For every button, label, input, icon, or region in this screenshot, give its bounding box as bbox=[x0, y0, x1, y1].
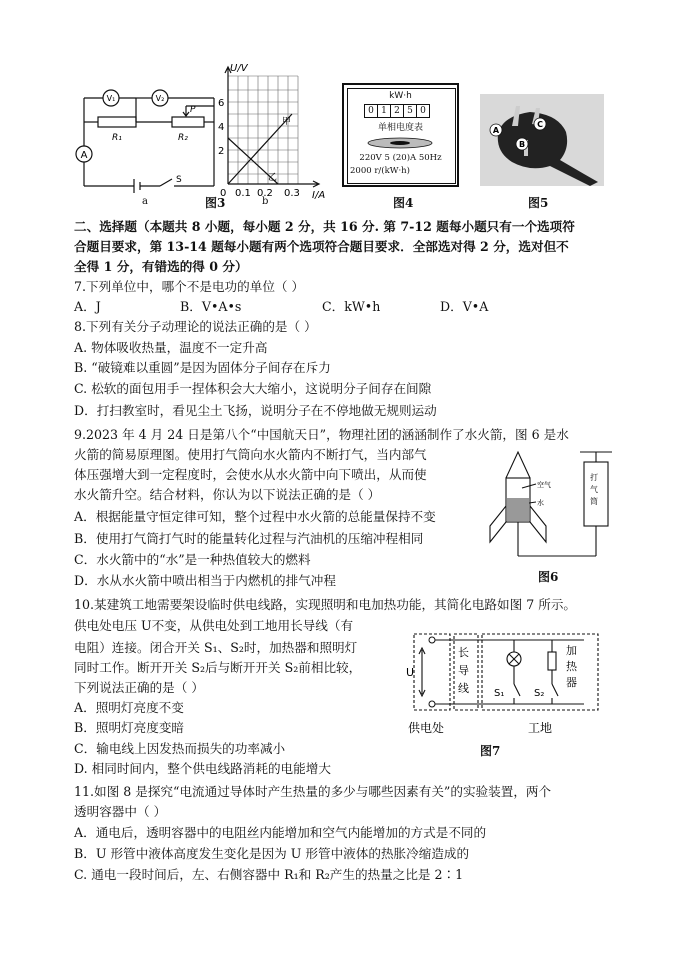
voltage-label: U bbox=[406, 666, 415, 679]
q8-option-a: A. 物体吸收热量，温度不一定升高 bbox=[74, 340, 268, 355]
q9-option-a: A．根据能量守恒定律可知，整个过程中水火箭的总能量保持不变 bbox=[74, 509, 436, 524]
q10-line-1: 10.某建筑工地需要架设临时供电线路，实现照明和电加热功能，其简化电路如图 7 所示。 bbox=[74, 597, 577, 612]
heater-label-1: 加 bbox=[566, 644, 577, 657]
q11-option-b: B．U 形管中液体高度发生变化是因为 U 形管中液体的热胀冷缩造成的 bbox=[74, 846, 470, 861]
supply-label: 供电处 bbox=[408, 721, 445, 735]
q7-option-a: A．J bbox=[74, 299, 101, 314]
figure-3b-sublabel: b bbox=[262, 196, 269, 207]
line-jia-label: 甲 bbox=[282, 117, 292, 127]
meter-rev: 2000 r/(kW·h) bbox=[350, 166, 410, 176]
switch-label: S bbox=[176, 175, 182, 185]
y-axis-label: U/V bbox=[230, 63, 248, 74]
q10-line-3: 电阻）连接。闭合开关 S₁、S₂时，加热器和照明灯 bbox=[74, 640, 358, 655]
figure-4-meter bbox=[342, 83, 459, 187]
meter-spec: 220V 5 (20)A 50Hz bbox=[359, 153, 442, 163]
figure-6-caption: 图6 bbox=[538, 570, 559, 584]
q10-line-2: 供电处电压 U不变，从供电处到工地用长导线（有 bbox=[74, 618, 354, 633]
q11-option-a: A．通电后，透明容器中的电阻丝内能增加和空气内能增加的方式是不同的 bbox=[74, 825, 487, 840]
figure-5-plug-photo bbox=[480, 94, 604, 186]
q9-line-1: 9.2023 年 4 月 24 日是第八个“中国航天日”，物理社团的涵涵制作了水火箭，图 6 是水 bbox=[74, 427, 569, 442]
v2-label: V₂ bbox=[155, 94, 165, 103]
q7-option-d: D．V•A bbox=[440, 299, 489, 314]
wire-label-1: 长 bbox=[458, 646, 469, 659]
meter-digit: 5 bbox=[404, 104, 417, 118]
q10-line-4: 同时工作。断开开关 S₂后与断开开关 S₂前相比较， bbox=[74, 660, 362, 675]
q9-option-d: D．水从水火箭中喷出相当于内燃机的排气冲程 bbox=[74, 573, 336, 588]
q7-option-b: B．V•A•s bbox=[180, 299, 242, 314]
q10-option-a: A．照明灯亮度不变 bbox=[74, 700, 184, 715]
pump-label-2: 气 bbox=[590, 485, 598, 494]
section-header-line-3: 全得 1 分，有错选的得 0 分） bbox=[74, 259, 248, 274]
wire-label-3: 线 bbox=[458, 682, 469, 695]
plug-pin-b: B bbox=[518, 140, 526, 149]
p-label: P bbox=[190, 105, 196, 115]
q8-option-c: C. 松软的面包用手一捏体积会大大缩小，这说明分子间存在间隙 bbox=[74, 381, 432, 396]
q10-option-c: C．输电线上因发热而损失的功率减小 bbox=[74, 741, 286, 756]
meter-digit: 0 bbox=[417, 104, 430, 118]
origin-label: 0 bbox=[220, 188, 227, 199]
rocket-water-label: 水 bbox=[537, 499, 544, 507]
ytick-4: 4 bbox=[218, 122, 225, 133]
meter-disc-icon bbox=[366, 135, 434, 151]
plug-pin-c: C bbox=[537, 120, 543, 129]
pump-label-1: 打 bbox=[590, 473, 598, 482]
figure-5-caption: 图5 bbox=[528, 196, 549, 210]
meter-digits bbox=[364, 104, 430, 118]
meter-unit: kW·h bbox=[389, 91, 412, 101]
figure-3b-graph bbox=[206, 62, 336, 202]
x-axis-label: I/A bbox=[312, 190, 326, 201]
q8-option-d: D．打扫教室时，看见尘土飞扬，说明分子在不停地做无规则运动 bbox=[74, 403, 437, 418]
figure-7-circuit bbox=[404, 626, 604, 738]
s2-label: S₂ bbox=[534, 688, 545, 699]
figure-3a-circuit bbox=[74, 86, 224, 194]
q9-option-c: C．水火箭中的“水”是一种热值较大的燃料 bbox=[74, 552, 311, 567]
r1-label: R₁ bbox=[112, 133, 122, 143]
q9-line-2: 火箭的简易原理图。使用打气筒向水火箭内不断打气，当内部气 bbox=[74, 447, 427, 462]
r2-label: R₂ bbox=[178, 133, 188, 143]
ammeter-label: A bbox=[80, 150, 88, 161]
xtick-0.2: 0.2 bbox=[257, 188, 273, 199]
rocket-air-label: 空气 bbox=[537, 481, 551, 489]
figure-7-caption: 图7 bbox=[480, 744, 501, 758]
q11-line-1: 11.如图 8 是探究“电流通过导体时产生热量的多少与哪些因素有关”的实验装置，两个 bbox=[74, 784, 552, 799]
q7-option-c: C．kW•h bbox=[322, 299, 381, 314]
line-yi-label: 乙 bbox=[268, 173, 278, 183]
site-label: 工地 bbox=[528, 721, 553, 735]
meter-digit: 2 bbox=[391, 104, 404, 118]
heater-label-3: 器 bbox=[566, 676, 577, 689]
q7-stem: 7.下列单位中，哪个不是电功的单位（ ） bbox=[74, 279, 305, 294]
xtick-0.3: 0.3 bbox=[284, 188, 300, 199]
section-header-line-1: 二、选择题（本题共 8 小题，每小题 2 分，共 16 分. 第 7-12 题每小题只有一个选项符 bbox=[74, 219, 575, 234]
figure-3-caption: 图3 bbox=[205, 196, 226, 210]
figure-3a-sublabel: a bbox=[142, 196, 148, 207]
meter-name: 单相电度表 bbox=[377, 123, 423, 133]
s1-label: S₁ bbox=[494, 688, 505, 699]
plug-pin-a: A bbox=[492, 126, 500, 135]
meter-digit: 0 bbox=[364, 104, 378, 118]
v1-label: V₁ bbox=[106, 94, 116, 103]
q8-stem: 8.下列有关分子动理论的说法正确的是（ ） bbox=[74, 319, 317, 334]
q11-line-2: 透明容器中（ ） bbox=[74, 804, 167, 819]
heater-label-2: 热 bbox=[566, 660, 577, 673]
ytick-2: 2 bbox=[218, 146, 225, 157]
figure-6-water-rocket bbox=[476, 446, 616, 570]
q9-line-4: 水火箭升空。结合材料，你认为以下说法正确的是（ ） bbox=[74, 487, 381, 502]
ytick-6: 6 bbox=[218, 98, 225, 109]
q8-option-b: B. “破镜难以重圆”是因为固体分子间存在斥力 bbox=[74, 360, 331, 375]
pump-label-3: 筒 bbox=[590, 497, 598, 506]
section-header-line-2: 合题目要求，第 13-14 题每小题有两个选项符合题目要求．全部选对得 2 分，选对但不 bbox=[74, 239, 569, 254]
xtick-0.1: 0.1 bbox=[235, 188, 251, 199]
q11-option-c: C. 通电一段时间后，左、右侧容器中 R₁和 R₂产生的热量之比是 2∶1 bbox=[74, 867, 464, 882]
figure-4-caption: 图4 bbox=[393, 196, 414, 210]
wire-label-2: 导 bbox=[458, 664, 469, 677]
q10-line-5: 下列说法正确的是（ ） bbox=[74, 680, 204, 695]
q10-option-d: D. 相同时间内，整个供电线路消耗的电能增大 bbox=[74, 761, 331, 776]
q10-option-b: B．照明灯亮度变暗 bbox=[74, 720, 185, 735]
q9-line-3: 体压强增大到一定程度时，会使水从水火箭中向下喷出，从而使 bbox=[74, 467, 427, 482]
q9-option-b: B．使用打气筒打气时的能量转化过程与汽油机的压缩冲程相同 bbox=[74, 531, 424, 546]
meter-digit: 1 bbox=[378, 104, 391, 118]
